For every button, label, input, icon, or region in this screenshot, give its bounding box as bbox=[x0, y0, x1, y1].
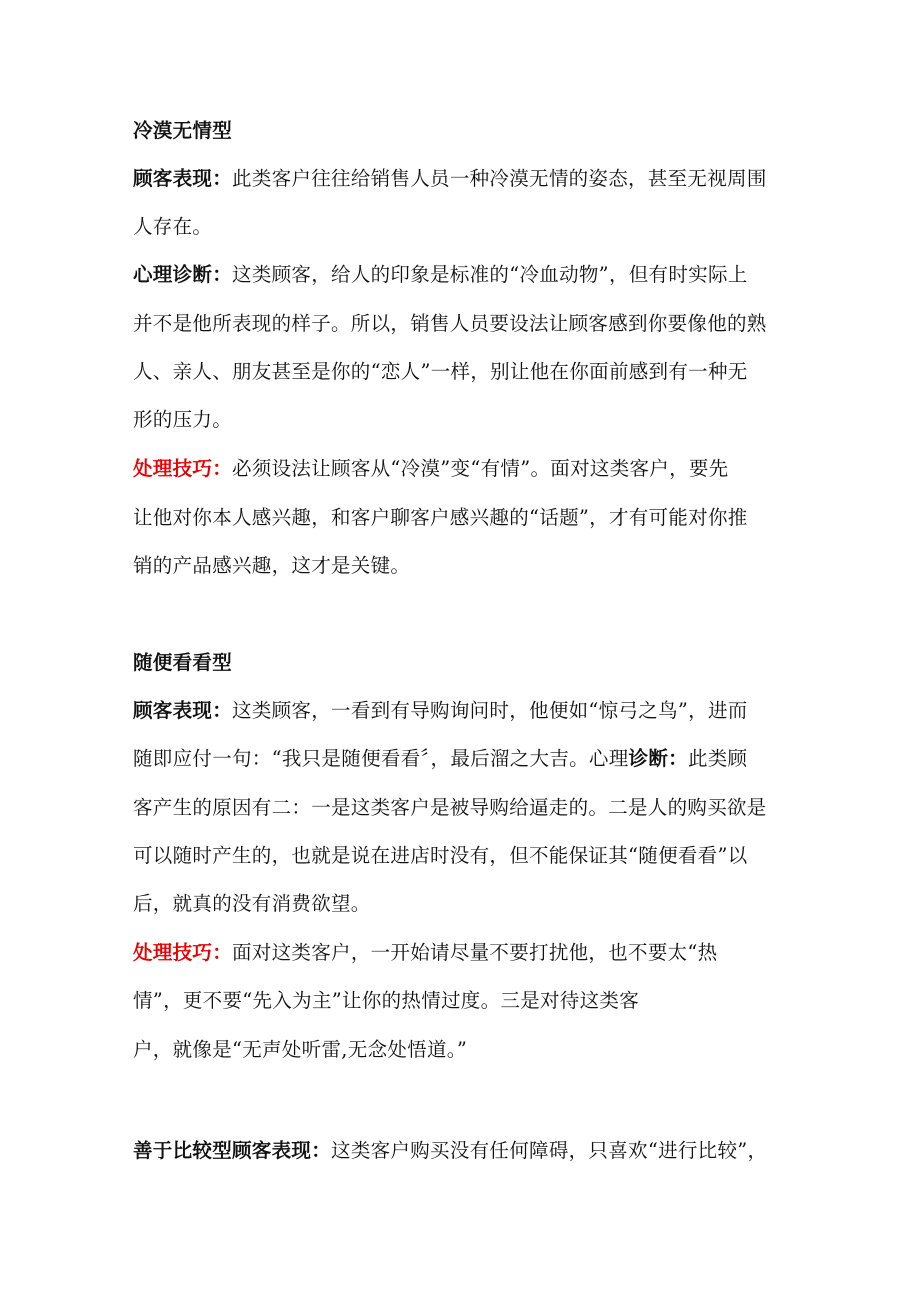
tips-label: 处理技巧： bbox=[133, 457, 233, 480]
section-heading-browse: 随便看看型 bbox=[133, 651, 233, 674]
customer-text: 随即应付一句：“我只是随便看看〞，最后溜之大吉。心理 bbox=[133, 747, 629, 770]
section-heading-compare: 善于比较型顾客表现： bbox=[133, 1139, 332, 1162]
customer-text: 这类顾客，一看到有导购询问时，他便如“惊弓之鸟”，进而 bbox=[232, 699, 748, 722]
paragraph-line bbox=[133, 262, 748, 288]
paragraph-line: 客产生的原因有二：一是这类客户是被导购给逼走的。二是人的购买欲是 bbox=[133, 796, 767, 819]
paragraph-line: 情”，更不要“先入为主”让你的热情过度。三是对待这类客 bbox=[133, 989, 640, 1012]
paragraph-line bbox=[133, 698, 748, 724]
psych-label: 心理诊断： bbox=[133, 263, 233, 286]
paragraph-line: 可以随时产生的，也就是说在进店时没有，但不能保证其“随便看看”以 bbox=[133, 844, 748, 867]
tips-label: 处理技巧： bbox=[133, 941, 233, 964]
paragraph-line bbox=[133, 456, 729, 482]
paragraph-line: 并不是他所表现的样子。所以，销售人员要设法让顾客感到你要像他的熟 bbox=[133, 312, 767, 335]
paragraph-line: 后，就真的没有消费欲望。 bbox=[133, 892, 371, 915]
paragraph-line: 形的压力。 bbox=[133, 408, 233, 431]
paragraph-line: 销的产品感兴趣，这才是关键。 bbox=[133, 554, 411, 577]
paragraph-line: 让他对你本人感兴趣，和客户聊客户感兴趣的“话题”，才有可能对你推 bbox=[133, 506, 748, 529]
tips-text: 必须设法让顾客从“冷漠”变“有情”。面对这类客户，要先 bbox=[232, 457, 729, 480]
paragraph-line: 人、亲人、朋友甚至是你的“恋人”一样，别让他在你面前感到有一种无 bbox=[133, 360, 748, 383]
paragraph-line bbox=[133, 940, 718, 966]
paragraph-line bbox=[133, 166, 767, 192]
diagnosis-label: 诊断： bbox=[628, 747, 688, 770]
paragraph-line: 人存在。 bbox=[133, 215, 213, 238]
section-heading-cold: 冷漠无情型 bbox=[133, 119, 233, 142]
paragraph-line bbox=[133, 1138, 767, 1164]
customer-text: 此类客户往往给销售人员一种冷漠无情的姿态，甚至无视周围 bbox=[232, 167, 767, 190]
paragraph-line: 户，就像是“无声处听雷,无念处悟道。” bbox=[133, 1038, 468, 1061]
paragraph-line bbox=[133, 746, 747, 772]
customer-label: 顾客表现： bbox=[133, 699, 233, 722]
tips-text: 面对这类客户，一开始请尽量不要打扰他，也不要太“热 bbox=[232, 941, 718, 964]
customer-text: 此类顾 bbox=[687, 747, 748, 770]
customer-text: 这类客户购买没有任何障碍，只喜欢“进行比较”， bbox=[331, 1139, 768, 1162]
psych-text: 这类顾客，给人的印象是标准的“冷血动物”，但有时实际上 bbox=[232, 263, 748, 286]
customer-label: 顾客表现： bbox=[133, 167, 233, 190]
